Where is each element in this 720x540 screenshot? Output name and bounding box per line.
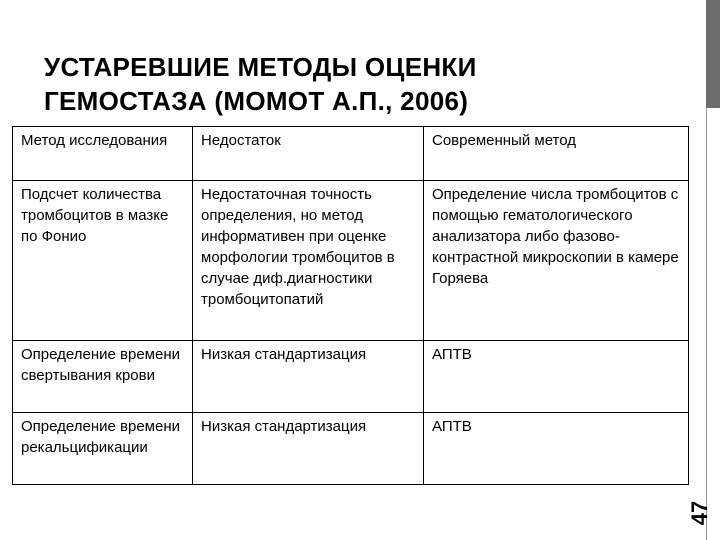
cell-method: Подсчет количества тромбоцитов в мазке по Фонио	[13, 181, 193, 341]
cell-method: Определение времени свертывания крови	[13, 341, 193, 413]
cell-modern: АПТВ	[424, 413, 689, 485]
header-cell-drawback: Недостаток	[193, 127, 424, 181]
cell-drawback: Низкая стандартизация	[193, 413, 424, 485]
cell-method: Определение времени рекальцификации	[13, 413, 193, 485]
cell-modern: Определение числа тромбоцитов с помощью гематологического анализатора либо фазово-контрастной микроскопии в камере Горяева	[424, 181, 689, 341]
right-decor-bar-line	[706, 108, 707, 540]
cell-drawback: Низкая стандартизация	[193, 341, 424, 413]
slide-title-line-1: УСТАРЕВШИЕ МЕТОДЫ ОЦЕНКИ	[44, 52, 477, 82]
table-row	[13, 181, 689, 341]
cell-modern: АПТВ	[424, 341, 689, 413]
slide-title-line-2: ГЕМОСТАЗА (МОМОТ А.П., 2006)	[44, 86, 469, 116]
page-number: 47	[687, 500, 712, 526]
table-row	[13, 341, 689, 413]
header-cell-modern: Современный метод	[424, 127, 689, 181]
table-header-row	[13, 127, 689, 181]
right-decor-bar	[706, 0, 720, 540]
table-row	[13, 413, 689, 485]
header-cell-method: Метод исследования	[13, 127, 193, 181]
slide-title	[44, 50, 684, 118]
methods-table	[12, 126, 689, 485]
right-decor-bar-block	[706, 0, 720, 108]
cell-drawback: Недостаточная точность определения, но метод информативен при оценке морфологии тромбоцитов в случае диф.диагностики тромбоцитопатий	[193, 181, 424, 341]
